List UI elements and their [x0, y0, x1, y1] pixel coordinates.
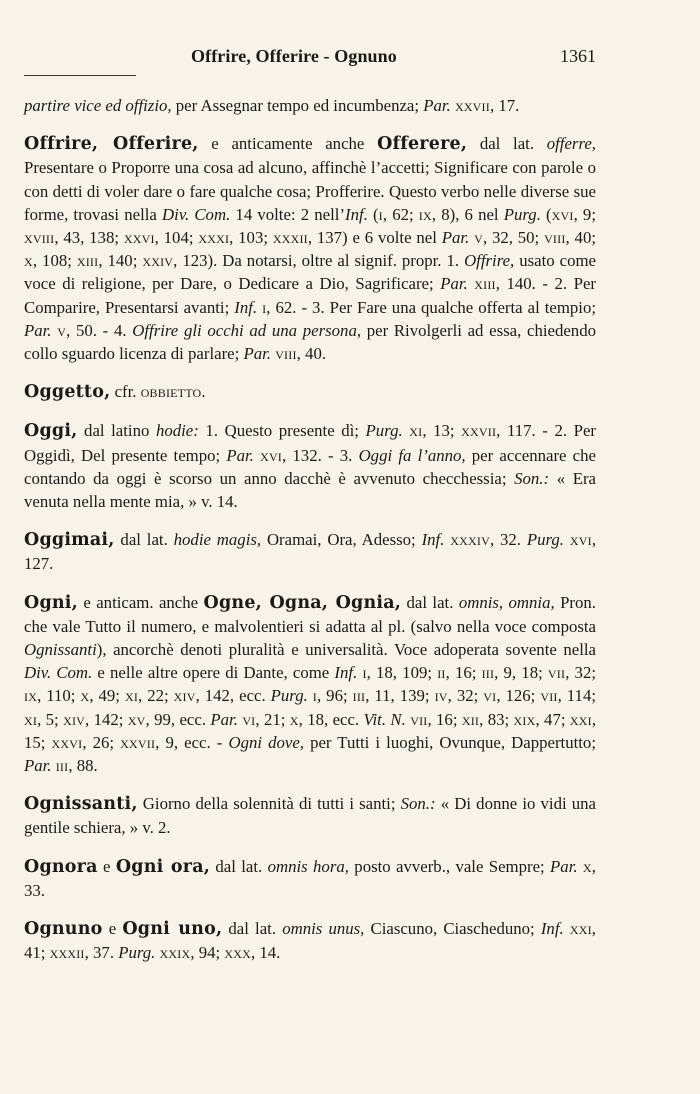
- italic-text: Par.: [226, 445, 254, 465]
- roman-numeral: xiv: [173, 686, 196, 706]
- roman-numeral: v: [57, 320, 67, 340]
- text-run: , 137) e 6 volte nel: [307, 228, 442, 248]
- roman-numeral: vii: [547, 663, 566, 683]
- text-run: , 142;: [85, 709, 128, 729]
- text-run: usato come voce di religione, per Dare, o Dedicare a Dio, Sagrificare;: [24, 251, 596, 294]
- text-run: dal latino: [77, 421, 156, 441]
- italic-text: Par.: [440, 274, 468, 294]
- entry-ognuno: [24, 917, 596, 964]
- headword: Offerere,: [377, 134, 468, 155]
- italic-text: Div. Com.: [24, 663, 93, 683]
- text-run: per Rivolgerli ad essa, chiedendo collo sguardo licenza di parlare;: [24, 320, 596, 364]
- text-run: Giorno della solennità di tutti i santi;: [137, 794, 401, 814]
- running-title: Offrire, Offerire - Ognuno: [191, 46, 397, 66]
- roman-numeral: vii: [540, 686, 558, 706]
- text-run: , 5;: [37, 709, 64, 729]
- headword: Oggi,: [24, 421, 78, 442]
- entry-ogni: [24, 591, 596, 778]
- text-run: dal lat.: [210, 856, 268, 876]
- text-run: , 88.: [68, 756, 98, 776]
- roman-numeral: x: [289, 709, 299, 729]
- roman-numeral: x: [24, 251, 33, 271]
- text-run: dal lat.: [222, 919, 283, 939]
- text-run: , 40;: [565, 228, 597, 248]
- italic-text: Offrire gli occhi ad una persona,: [132, 320, 362, 340]
- roman-numeral: xvi: [260, 445, 283, 465]
- italic-text: Par.: [550, 856, 578, 876]
- roman-numeral: iv: [434, 686, 448, 706]
- text-run: Presentare o Proporre una cosa ad alcuno, affinchè l’accetti; Significare con parole o con detti di voler dare o fare qualche cosa; Profferire. Questo verbo nelle diverse sue forme, trovasi nella: [24, 158, 596, 224]
- roman-numeral: xxxi: [198, 228, 230, 248]
- italic-text: hodie:: [155, 421, 199, 441]
- italic-text: omnis hora,: [267, 856, 349, 876]
- text-run: Oramai, Ora, Adesso;: [261, 530, 422, 550]
- roman-numeral: xxxii: [272, 228, 308, 248]
- text-run: e: [97, 856, 116, 876]
- text-run: , 126;: [496, 686, 541, 706]
- roman-numeral: xiv: [63, 709, 86, 729]
- text-run: (: [367, 204, 379, 224]
- entry-ognissanti: [24, 792, 596, 839]
- italic-text: Par.: [24, 756, 52, 776]
- roman-numeral: ix: [24, 686, 38, 706]
- roman-numeral: xviii: [24, 228, 55, 248]
- roman-numeral: xxx: [224, 943, 251, 963]
- roman-numeral: vii: [410, 709, 428, 729]
- headword: Offrire, Offerire,: [24, 134, 199, 155]
- roman-numeral: xvi: [569, 530, 592, 550]
- roman-numeral: v: [474, 228, 483, 248]
- text-run: , 41;: [24, 919, 596, 963]
- text-run: , 32;: [565, 663, 596, 683]
- italic-text: Par.: [441, 228, 470, 248]
- text-run: , 43, 138;: [54, 228, 124, 248]
- text-run: , 14.: [250, 943, 281, 963]
- text-run: « Di donne io vidi una gentile schiera, » v. 2.: [24, 794, 596, 838]
- text-run: , 16;: [427, 709, 462, 729]
- headword: Ognuno: [24, 919, 103, 940]
- roman-numeral: xxvi: [51, 732, 83, 752]
- text-run: per Assegnar tempo ed incumbenza;: [171, 96, 424, 115]
- entry-oggetto: [24, 380, 596, 404]
- entry-ognora: [24, 855, 596, 902]
- text-run: per Tutti i luoghi, Ovunque, Dappertutto;: [303, 732, 596, 752]
- roman-numeral: viii: [544, 228, 566, 248]
- text-run: , 142, ecc.: [195, 686, 271, 706]
- italic-text: Ogni dove,: [228, 732, 304, 752]
- headword: Ogni,: [24, 592, 78, 613]
- header-rule: [24, 75, 136, 76]
- text-run: « Era venuta nella mente mia, » v. 14.: [24, 468, 596, 512]
- text-run: , 103;: [229, 228, 273, 248]
- roman-numeral: vi: [242, 709, 256, 729]
- roman-numeral: xiii: [76, 251, 99, 271]
- text-run: , 49;: [89, 686, 125, 706]
- roman-numeral: xii: [461, 709, 480, 729]
- text-run: e: [102, 919, 123, 939]
- text-run: , 140;: [98, 251, 143, 271]
- italic-text: Purg.: [118, 943, 156, 963]
- italic-text: Son.:: [514, 468, 550, 488]
- roman-numeral: iii: [55, 756, 69, 776]
- italic-text: partire vice ed offizio,: [24, 96, 172, 115]
- text-run: , 26;: [82, 732, 121, 752]
- italic-text: Inf.: [234, 297, 258, 317]
- italic-text: Inf.: [421, 530, 445, 550]
- text-run: cfr.: [110, 382, 141, 402]
- italic-text: Purg.: [503, 204, 541, 224]
- roman-numeral: iii: [352, 686, 366, 706]
- text-run: posto avverb., vale Sempre;: [348, 856, 551, 876]
- italic-text: Par.: [210, 709, 238, 729]
- roman-numeral: i: [362, 663, 367, 683]
- roman-numeral: ii: [437, 663, 446, 683]
- italic-text: Son.:: [400, 794, 436, 814]
- roman-numeral: xi: [409, 421, 423, 441]
- roman-numeral: xxiv: [142, 251, 174, 271]
- entries-column: [24, 94, 596, 980]
- roman-numeral: xxxiv: [450, 530, 490, 550]
- entry-oggi: [24, 419, 596, 513]
- italic-text: Inf.: [345, 204, 368, 224]
- text-run: , 117. - 2. Per Oggidì, Del presente tempo;: [24, 421, 597, 465]
- roman-numeral: x: [582, 856, 592, 876]
- text-run: , 32, 50;: [482, 228, 545, 248]
- roman-numeral: i: [262, 297, 267, 317]
- roman-numeral: xv: [127, 709, 146, 729]
- text-run: e nelle altre opere di Dante, come: [92, 663, 335, 683]
- text-run: (: [540, 204, 552, 224]
- roman-numeral: iii: [481, 663, 495, 683]
- page-number: 1361: [560, 46, 596, 66]
- text-run: , 15;: [24, 709, 597, 752]
- italic-text: Vit. N.: [363, 709, 406, 729]
- roman-numeral: i: [312, 686, 317, 706]
- roman-numeral: x: [80, 686, 90, 706]
- text-run: e anticamente anche: [198, 134, 378, 154]
- roman-numeral: i: [378, 204, 383, 224]
- italic-text: Oggi fa l’anno,: [358, 445, 466, 465]
- roman-numeral: xxix: [159, 943, 191, 963]
- roman-numeral: xxvii: [120, 732, 156, 752]
- italic-text: Par.: [423, 96, 451, 115]
- text-run: 1. Questo presente dì;: [198, 421, 366, 441]
- text-run: , 62;: [382, 204, 419, 224]
- text-run: , 47;: [535, 709, 570, 729]
- text-run: dal lat.: [114, 530, 174, 550]
- text-run: , 16;: [445, 663, 482, 683]
- italic-text: Inf.: [334, 663, 358, 683]
- roman-numeral: xi: [24, 709, 38, 729]
- text-run: Pron. che vale Tutto il numero, e malvolentieri si adatta al pl. (salvo nella voce composta: [24, 592, 597, 636]
- text-run: , 83;: [479, 709, 514, 729]
- text-run: , 22;: [138, 686, 174, 706]
- text-run: , 127.: [24, 530, 597, 574]
- text-run: , 11, 139;: [365, 686, 435, 706]
- text-run: , 17.: [489, 96, 520, 115]
- text-run: , 94;: [190, 943, 225, 963]
- italic-text: Inf.: [540, 919, 564, 939]
- italic-text: Offrire,: [464, 251, 515, 271]
- roman-numeral: vi: [483, 686, 497, 706]
- roman-numeral: xvi: [551, 204, 574, 224]
- text-run: , 37.: [84, 943, 119, 963]
- text-run: Ciascuno, Ciascheduno;: [364, 919, 541, 939]
- headword: Ogni uno,: [122, 919, 223, 940]
- text-run: , 9, ecc. -: [155, 732, 229, 752]
- text-run: .: [201, 382, 206, 402]
- italic-text: omnis unus,: [282, 919, 365, 939]
- page-header: [24, 46, 604, 74]
- italic-text: Purg.: [526, 530, 564, 550]
- text-run: dal lat.: [467, 134, 547, 154]
- text-run: , 123). Da notarsi, oltre al signif. propr. 1.: [173, 251, 465, 271]
- roman-numeral: xxi: [569, 919, 592, 939]
- italic-text: offerre,: [546, 134, 596, 154]
- text-run: , 132. - 3.: [282, 445, 359, 465]
- entry-oggimai: [24, 528, 596, 575]
- headword: Oggetto,: [24, 382, 111, 403]
- text-run: , 104;: [154, 228, 199, 248]
- italic-text: hodie magis,: [173, 530, 262, 550]
- text-run: , 18, ecc.: [298, 709, 364, 729]
- text-run: , 114;: [557, 686, 597, 706]
- text-run: , 32;: [447, 686, 484, 706]
- entry-continuation: [24, 94, 596, 117]
- text-run: , 62. - 3. Per Fare una qualche offerta al tempio;: [266, 297, 596, 317]
- italic-text: omnis, omnia,: [458, 592, 555, 612]
- text-run: , 96;: [317, 686, 353, 706]
- headword: Ogne, Ogna, Ognia,: [203, 592, 402, 613]
- roman-numeral: xxxii: [49, 943, 85, 963]
- headword: Ognissanti,: [24, 794, 138, 815]
- italic-text: Par.: [24, 320, 52, 340]
- text-run: , 18, 109;: [366, 663, 438, 683]
- text-run: , 32.: [489, 530, 527, 550]
- roman-numeral: obbietto: [140, 382, 202, 402]
- roman-numeral: xxvi: [123, 228, 155, 248]
- text-run: , 99, ecc.: [145, 709, 211, 729]
- text-run: 14 volte: 2 nell’: [230, 204, 346, 224]
- headword: Ognora: [24, 856, 98, 877]
- text-run: e anticam. anche: [77, 592, 204, 612]
- text-run: ), ancorchè denoti pluralità e universalità. Voce adoperata sovente nella: [96, 640, 596, 660]
- text-run: , 9;: [573, 204, 596, 224]
- roman-numeral: xxi: [569, 709, 592, 729]
- roman-numeral: xxvii: [461, 421, 497, 441]
- text-run: dal lat.: [401, 592, 459, 612]
- headword: Oggimai,: [24, 530, 115, 551]
- text-run: , 40.: [296, 344, 327, 364]
- text-run: , 8), 6 nel: [431, 204, 504, 224]
- text-run: , 21;: [255, 709, 290, 729]
- italic-text: Par.: [243, 344, 271, 364]
- roman-numeral: xxvii: [454, 96, 490, 115]
- entry-offrire: [24, 132, 596, 365]
- text-run: , 140. - 2. Per Comparire, Presentarsi avanti;: [24, 274, 597, 317]
- italic-text: Ognissanti: [24, 640, 97, 660]
- roman-numeral: xiii: [474, 274, 496, 294]
- text-run: , 110;: [37, 686, 81, 706]
- roman-numeral: xix: [513, 709, 536, 729]
- text-run: , 9, 18;: [494, 663, 548, 683]
- italic-text: Div. Com.: [162, 204, 231, 224]
- roman-numeral: viii: [275, 344, 297, 364]
- text-run: , 108;: [32, 251, 77, 271]
- italic-text: Purg.: [270, 686, 308, 706]
- text-run: per accennare che contando da oggi è scorso un anno dacchè è avvenuto checchessia;: [24, 445, 596, 488]
- text-run: , 50. - 4.: [66, 320, 133, 340]
- roman-numeral: ix: [418, 204, 432, 224]
- roman-numeral: xi: [124, 686, 139, 706]
- text-run: , 13;: [422, 421, 462, 441]
- text-run: , 33.: [24, 856, 596, 900]
- headword: Ogni ora,: [115, 856, 211, 877]
- italic-text: Purg.: [365, 421, 403, 441]
